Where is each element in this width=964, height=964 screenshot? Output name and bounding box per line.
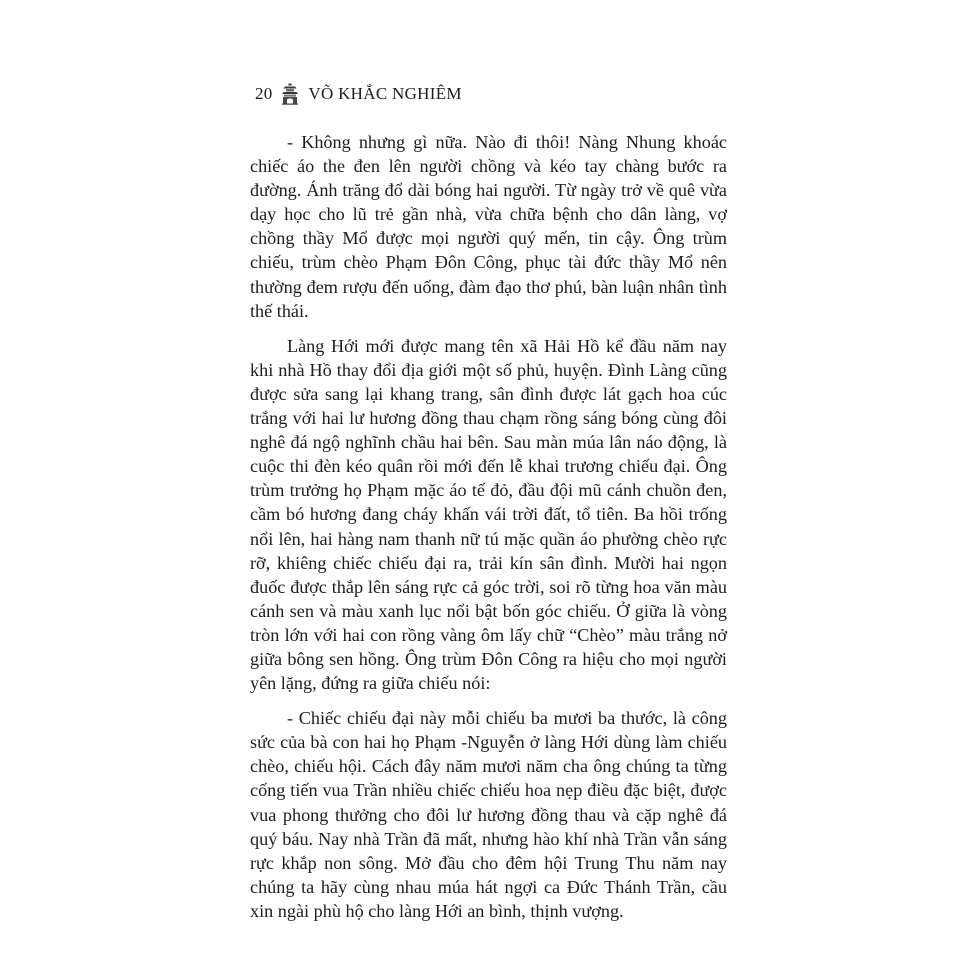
author-name: VÕ KHẮC NGHIÊM — [308, 84, 462, 103]
page-number: 20 — [255, 84, 273, 103]
paragraph: - Chiếc chiếu đại này mỗi chiếu ba mươi ba thước, là công sức của bà con hai họ Phạm -Nguyễn ở làng Hới dùng làm chiếu chèo, chiếu hội. Cách đây năm mươi năm cha ông chúng ta từng cống tiến vua Trần nhiều chiếc chiếu hoa nẹp điều đặc biệt, được vua phong thưởng cho đôi lư hương đồng thau và cặp nghê đá quý báu. Nay nhà Trần đã mất, nhưng hào khí nhà Trần vẫn sáng rực khắp non sông. Mở đầu cho đêm hội Trung Thu năm nay chúng ta hãy cùng nhau múa hát ngợi ca Đức Thánh Trần, cầu xin ngài phù hộ cho làng Hới an bình, thịnh vượng. — [250, 708, 727, 921]
paragraph: - Không nhưng gì nữa. Nào đi thôi! Nàng Nhung khoác chiếc áo the đen lên người chồng và kéo tay chàng bước ra đường. Ánh trăng đổ dài bóng hai người. Từ ngày trở về quê vừa dạy học cho lũ trẻ gần nhà, vừa chữa bệnh cho dân làng, vợ chồng thầy Mổ được mọi người quý mến, tin cậy. Ông trùm chiếu, trùm chèo Phạm Đôn Công, phục tài đức thầy Mổ nên thường đem rượu đến uống, đàm đạo thơ phú, bàn luận nhân tình thế thái. — [250, 132, 727, 321]
body-text — [250, 130, 727, 923]
paragraph: Làng Hới mới được mang tên xã Hải Hồ kể đầu năm nay khi nhà Hồ thay đổi địa giới một số phủ, huyện. Đình Làng cũng được sửa sang lại khang trang, sân đình được lát gạch hoa cúc trắng với hai lư hương đồng thau chạm rồng sáng bóng cùng đôi nghê đá ngộ nghĩnh chầu hai bên. Sau màn múa lân náo động, là cuộc thi đèn kéo quân rồi mới đến lễ khai trương chiếu đại. Ông trùm trưởng họ Phạm mặc áo tế đỏ, đầu đội mũ cánh chuồn đen, cầm bó hương đang cháy khấn vái trời đất, tổ tiên. Ba hồi trống nổi lên, hai hàng nam thanh nữ tú mặc quần áo phường chèo rực rỡ, khiêng chiếc chiếu đại ra, trải kín sân đình. Mười hai ngọn đuốc được thắp lên sáng rực cả góc trời, soi rõ từng hoa văn màu cánh sen và màu xanh lục nổi bật bốn góc chiếu. Ở giữa là vòng tròn lớn với hai con rồng vàng ôm lấy chữ “Chèo” màu trắng nở giữa bông sen hồng. Ông trùm Đôn Công ra hiệu cho mọi người yên lặng, đứng ra giữa chiếu nói: — [250, 335, 727, 694]
running-header — [255, 82, 462, 106]
pagoda-icon — [281, 83, 299, 105]
